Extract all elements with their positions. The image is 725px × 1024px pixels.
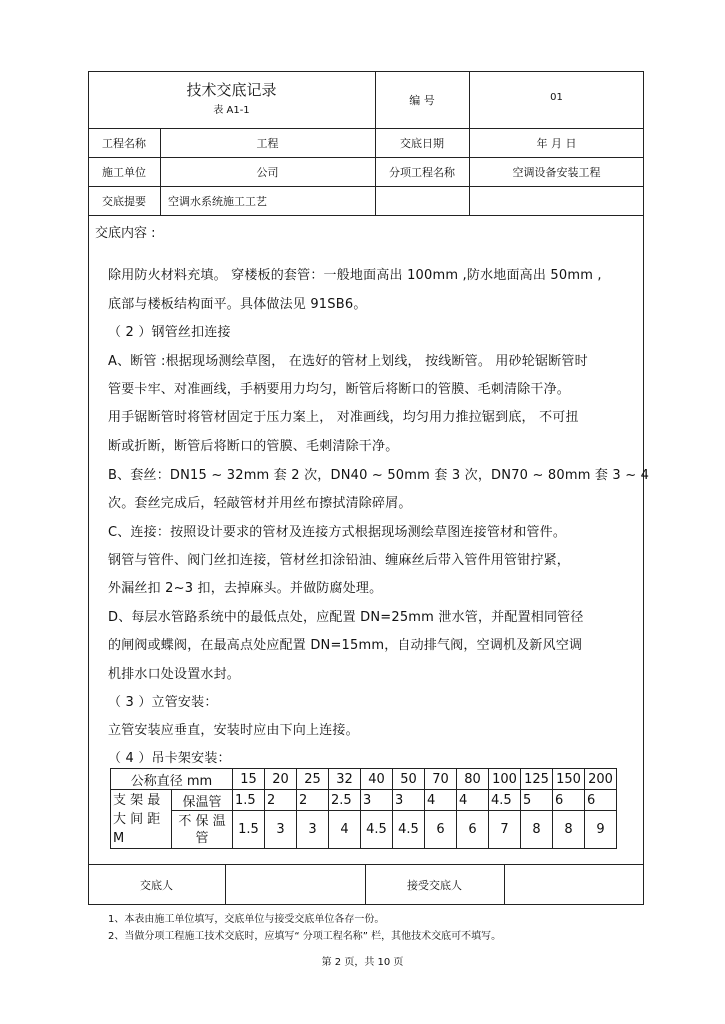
- content-line: 用手锯断管时将管材固定于压力案上， 对准画线，均匀用力推拉锯到底， 不可扭: [108, 410, 579, 425]
- content-line: 外漏丝扣 2~3 扣，去掉麻头。并做防腐处理。: [108, 581, 383, 596]
- uninsulated-cell: 7: [489, 811, 521, 849]
- uninsulated-cell: 6: [425, 811, 457, 849]
- uninsulated-cell: 9: [585, 811, 617, 849]
- content-line: 立管安装应垂直，安装时应由下向上连接。: [108, 723, 359, 738]
- content-line: D、每层水管路系统中的最低点处，应配置 DN=25mm 泄水管，并配置相同管径: [108, 610, 584, 625]
- content-line: 机排水口处设置水封。: [108, 667, 241, 682]
- form-number: 表 A1-1: [213, 104, 250, 116]
- uninsulated-label-line: 不 保 温: [178, 813, 226, 829]
- insulated-cell: 6: [585, 790, 617, 811]
- summary-value[interactable]: 空调水系统施工工艺: [168, 194, 267, 208]
- insulated-cell: 5: [521, 790, 553, 811]
- unit-label: 施工单位: [102, 165, 146, 179]
- row-group-label-line: 大 间 距: [113, 811, 161, 827]
- uninsulated-cell: 3: [265, 811, 297, 849]
- insulated-cell: 3: [393, 790, 425, 811]
- uninsulated-cell: 8: [553, 811, 585, 849]
- sub-project-label: 分项工程名称: [389, 165, 455, 179]
- content-line: （ 3 ）立管安装：: [108, 695, 218, 710]
- row-group-label: [111, 790, 172, 849]
- uninsulated-cell: 8: [521, 811, 553, 849]
- uninsulated-cell: 6: [457, 811, 489, 849]
- table-row: [111, 769, 617, 790]
- receiver-signature-field[interactable]: [504, 864, 644, 905]
- diameter-cell: 150: [553, 769, 585, 790]
- diameter-cell: 25: [297, 769, 329, 790]
- content-line: 的闸阀或蝶阀，在最高点处应配置 DN=15mm，自动排气阀，空调机及新风空调: [108, 638, 583, 653]
- insulated-cell: 4: [425, 790, 457, 811]
- number-label: 编 号: [409, 93, 435, 107]
- row-group-label-line: M: [113, 830, 125, 846]
- content-heading: 交底内容 :: [95, 226, 156, 241]
- table-row: [111, 790, 617, 811]
- date-label: 交底日期: [400, 136, 444, 150]
- row-group-label-line: 支 架 最: [113, 792, 161, 808]
- note-line: 1、本表由施工单位填写，交底单位与接受交底单位各存一份。: [108, 914, 385, 925]
- insulated-cell: 4: [457, 790, 489, 811]
- date-value[interactable]: 年 月 日: [536, 136, 577, 150]
- diameter-cell: 200: [585, 769, 617, 790]
- insulated-cell: 1.5: [233, 790, 265, 811]
- content-line: B、套丝：DN15 ~ 32mm 套 2 次，DN40 ~ 50mm 套 3 次，DN70 ~ 80mm 套 3 ~ 4: [108, 468, 650, 483]
- receiver-label: 接受交底人: [407, 878, 462, 892]
- summary-label: 交底提要: [102, 194, 146, 208]
- table-row: [111, 811, 617, 849]
- content-line: 底部与楼板结构面平。具体做法见 91SB6。: [108, 297, 367, 312]
- insulated-cell: 2.5: [329, 790, 361, 811]
- insulated-cell: 4.5: [489, 790, 521, 811]
- uninsulated-label: [172, 811, 233, 849]
- content-line: 管要卡牢、对准画线，手柄要用力均匀，断管后将断口的管膜、毛刺清除干净。: [108, 382, 571, 397]
- diameter-cell: 40: [361, 769, 393, 790]
- support-spacing-table: [110, 768, 617, 849]
- uninsulated-cell: 3: [297, 811, 329, 849]
- content-line: 钢管与管件、阀门丝扣连接，管材丝扣涂铅油、缠麻丝后带入管件用管钳拧紧，: [108, 553, 571, 568]
- uninsulated-label-line: 管: [195, 830, 209, 846]
- diameter-cell: 100: [489, 769, 521, 790]
- diameter-label: 公称直径 mm: [111, 769, 233, 790]
- diameter-cell: 20: [265, 769, 297, 790]
- number-value[interactable]: 01: [550, 91, 563, 103]
- diameter-cell: 80: [457, 769, 489, 790]
- diameter-cell: 125: [521, 769, 553, 790]
- note-line: 2、当做分项工程施工技术交底时，应填写“ 分项工程名称” 栏，其他技术交底可不填写。: [108, 931, 502, 942]
- content-line: （ 4 ）吊卡架安装：: [108, 751, 231, 766]
- content-line: 次。套丝完成后，轻敲管材并用丝布擦拭清除碎屑。: [108, 496, 412, 511]
- diameter-cell: 32: [329, 769, 361, 790]
- diameter-cell: 50: [393, 769, 425, 790]
- uninsulated-cell: 4: [329, 811, 361, 849]
- insulated-cell: 2: [265, 790, 297, 811]
- content-line: C、连接：按照设计要求的管材及连接方式根据现场测绘草图连接管材和管件。: [108, 525, 567, 540]
- uninsulated-cell: 1.5: [233, 811, 265, 849]
- insulated-cell: 6: [553, 790, 585, 811]
- insulated-cell: 3: [361, 790, 393, 811]
- sub-project-value[interactable]: 空调设备安装工程: [512, 165, 601, 179]
- insulated-label: 保温管: [172, 790, 233, 811]
- giver-signature-field[interactable]: [225, 864, 365, 905]
- diameter-cell: 70: [425, 769, 457, 790]
- content-line: 断或折断，断管后将断口的管膜、毛刺清除干净。: [108, 439, 399, 454]
- rule-below-summary-row: [88, 215, 644, 216]
- content-line: 除用防火材料充填。 穿楼板的套管：一般地面高出 100mm ,防水地面高出 50mm ,: [108, 268, 602, 283]
- summary-divider: [160, 186, 161, 215]
- content-line: A、断管 :根据现场测绘草图， 在选好的管材上划线， 按线断管。 用砂轮锯断管时: [108, 354, 588, 369]
- project-name-label: 工程名称: [102, 136, 146, 150]
- project-name-value[interactable]: 工程: [256, 136, 279, 150]
- diameter-cell: 15: [233, 769, 265, 790]
- insulated-cell: 2: [297, 790, 329, 811]
- unit-value[interactable]: 公司: [256, 165, 279, 179]
- uninsulated-cell: 4.5: [361, 811, 393, 849]
- page-footer: 第 2 页，共 10 页: [321, 957, 404, 968]
- form-title: 技术交底记录: [186, 80, 277, 99]
- giver-label: 交底人: [140, 878, 173, 892]
- uninsulated-cell: 4.5: [393, 811, 425, 849]
- content-line: （ 2 ）钢管丝扣连接: [108, 325, 231, 340]
